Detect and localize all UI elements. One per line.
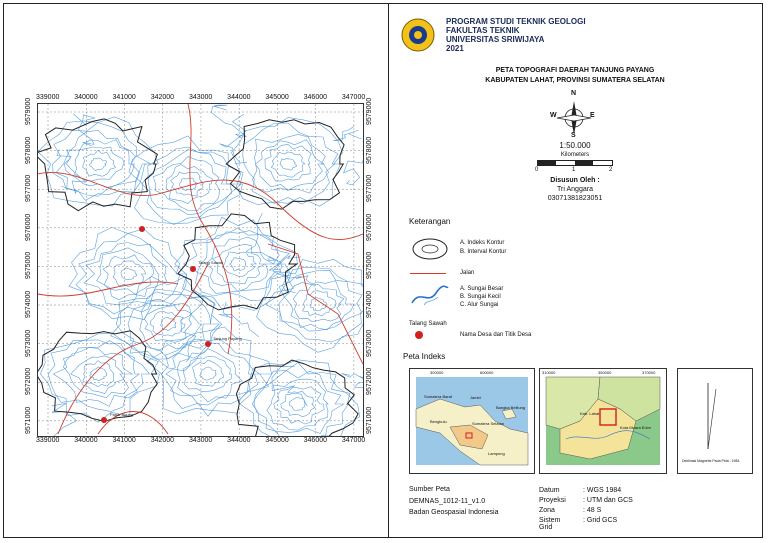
compass-west: W bbox=[550, 112, 557, 119]
y-tick-label: 9579000 bbox=[25, 97, 32, 125]
village-point[interactable] bbox=[139, 226, 145, 232]
x-tick-label: 339000 bbox=[36, 94, 60, 101]
legend-river-b: B. Sungai Kecil bbox=[460, 294, 501, 300]
y-tick-label: 9578000 bbox=[25, 136, 32, 164]
contour-line bbox=[161, 339, 259, 416]
compass-south: S bbox=[571, 132, 576, 139]
y-tick-label: 9572000 bbox=[25, 367, 32, 396]
legend-heading: Keterangan bbox=[409, 217, 451, 226]
legend-village-example: Talang Sawah bbox=[409, 321, 447, 327]
scale-bar bbox=[537, 160, 613, 166]
contour-line bbox=[255, 140, 324, 191]
x-tick-label: 339000 bbox=[36, 437, 60, 444]
index-contour-line bbox=[226, 120, 344, 209]
village-point[interactable] bbox=[190, 266, 196, 272]
contour-line bbox=[53, 341, 139, 407]
contour-line bbox=[252, 363, 350, 437]
panel-divider bbox=[388, 3, 389, 538]
inset2-xtick-0: 310000 bbox=[542, 370, 556, 375]
x-tick-label: 344000 bbox=[227, 437, 251, 444]
x-tick-label: 345000 bbox=[265, 437, 289, 444]
contour-line bbox=[84, 243, 167, 305]
stream-line bbox=[212, 105, 247, 138]
contour-line bbox=[83, 150, 116, 176]
village-point-icon bbox=[415, 331, 423, 339]
y-tick-label: 9573000 bbox=[25, 329, 32, 357]
topographic-map-canvas bbox=[38, 104, 363, 436]
contour-line bbox=[232, 117, 343, 206]
projection-value: : UTM dan GCS bbox=[583, 497, 633, 504]
x-tick-label: 340000 bbox=[74, 437, 98, 444]
header-line-2: FAKULTAS TEKNIK bbox=[446, 26, 520, 35]
inset1-label-jambi: Jambi bbox=[470, 395, 481, 400]
scale-tick-1: 1 bbox=[572, 167, 576, 173]
y-tick-label: 9571000 bbox=[366, 406, 373, 434]
x-tick-label: 341000 bbox=[112, 437, 136, 444]
x-tick-label: 345000 bbox=[265, 94, 289, 101]
source-agency: Badan Geospasial Indonesia bbox=[409, 509, 499, 516]
y-tick-label: 9576000 bbox=[366, 213, 373, 241]
y-tick-label: 9577000 bbox=[25, 174, 32, 203]
village-label: Talang Sawah bbox=[198, 260, 224, 265]
contour-line bbox=[171, 172, 204, 196]
inset2-label-muara-enim: Kota Muara Enim bbox=[620, 425, 651, 430]
index-map-sumatra[interactable] bbox=[409, 368, 535, 474]
declination-diagram bbox=[677, 368, 753, 474]
source-label: Sumber Peta bbox=[409, 486, 450, 493]
y-tick-label: 9577000 bbox=[366, 174, 373, 203]
legend-road: Jalan bbox=[460, 270, 475, 276]
projection-value: : WGS 1984 bbox=[583, 487, 622, 494]
contour-line bbox=[254, 371, 344, 434]
x-tick-label: 346000 bbox=[303, 94, 327, 101]
x-tick-label: 342000 bbox=[150, 94, 175, 101]
stream-line bbox=[269, 263, 315, 287]
inset2-xtick-1: 350000 bbox=[598, 370, 612, 375]
source-dataset: DEMNAS_1012-11_v1.0 bbox=[409, 498, 486, 505]
contour-legend-icon bbox=[410, 236, 450, 262]
contour-line bbox=[265, 144, 311, 181]
y-tick-label: 9574000 bbox=[25, 290, 32, 319]
scale-tick-0: 0 bbox=[535, 167, 539, 173]
stream-line bbox=[50, 403, 77, 436]
road-line bbox=[38, 282, 178, 296]
contour-line bbox=[289, 398, 305, 411]
inset1-xtick-0: 300000 bbox=[430, 370, 444, 375]
village-label: Tanjung Payang bbox=[213, 336, 242, 341]
map-title-line-1: PETA TOPOGRAFI DAERAH TANJUNG PAYANG bbox=[495, 67, 655, 74]
contour-line bbox=[271, 152, 304, 177]
contour-line bbox=[69, 227, 187, 319]
university-logo bbox=[400, 17, 436, 53]
contour-line bbox=[229, 258, 245, 271]
contour-line bbox=[267, 379, 328, 430]
index-map-lahat[interactable] bbox=[539, 368, 667, 474]
author-name: Tri Anggara bbox=[557, 186, 593, 193]
contour-line bbox=[150, 312, 185, 337]
contour-line bbox=[183, 356, 231, 391]
contour-line bbox=[75, 147, 125, 181]
inset1-xtick-1: 600000 bbox=[480, 370, 494, 375]
y-tick-label: 9572000 bbox=[366, 367, 373, 396]
contour-line bbox=[302, 291, 336, 316]
declination-text: Deklinasi Magnetis Pada Peta : 1984 bbox=[682, 459, 740, 463]
inset2-label-lahat: Kab. Lahat bbox=[580, 411, 600, 416]
scale-unit: Kilometers bbox=[560, 152, 590, 158]
topographic-map[interactable] bbox=[37, 103, 364, 437]
inset1-label-sumbar: Sumatera Barat bbox=[424, 394, 453, 399]
x-tick-label: 341000 bbox=[112, 94, 136, 101]
y-tick-label: 9574000 bbox=[366, 290, 373, 319]
author-label: Disusun Oleh : bbox=[550, 177, 600, 184]
y-tick-label: 9571000 bbox=[25, 406, 32, 434]
x-tick-label: 343000 bbox=[188, 94, 213, 101]
contour-line bbox=[40, 333, 159, 422]
inset1-label-lampung: Lampung bbox=[488, 451, 505, 456]
contour-line bbox=[279, 270, 362, 331]
x-tick-label: 340000 bbox=[74, 94, 98, 101]
scale-tick-2: 2 bbox=[609, 167, 613, 173]
contour-line bbox=[140, 299, 202, 351]
contour-line bbox=[280, 159, 297, 171]
stream-line bbox=[181, 297, 204, 363]
y-tick-label: 9573000 bbox=[366, 329, 373, 357]
contour-line bbox=[293, 284, 344, 321]
y-tick-label: 9576000 bbox=[25, 213, 32, 241]
compass-east: E bbox=[590, 112, 595, 119]
x-tick-label: 343000 bbox=[188, 437, 213, 444]
contour-line bbox=[121, 268, 137, 280]
y-tick-label: 9575000 bbox=[366, 252, 373, 280]
village-point[interactable] bbox=[101, 417, 107, 423]
x-tick-label: 344000 bbox=[227, 94, 251, 101]
legend-river-a: A. Sungai Besar bbox=[460, 286, 504, 292]
contour-line bbox=[281, 391, 315, 416]
legend-river-c: C. Alur Sungai bbox=[460, 302, 499, 308]
contour-line bbox=[97, 248, 159, 300]
y-tick-label: 9579000 bbox=[366, 97, 373, 125]
village-point[interactable] bbox=[205, 341, 211, 347]
author-nim: 03071381823051 bbox=[547, 195, 603, 202]
contour-line bbox=[166, 165, 212, 204]
compass-north: N bbox=[571, 90, 577, 97]
projection-value: : 48 S bbox=[583, 507, 602, 514]
contour-line bbox=[284, 281, 354, 330]
contour-line bbox=[200, 367, 217, 380]
projection-key: Datum bbox=[539, 487, 560, 494]
x-tick-label: 347000 bbox=[341, 94, 366, 101]
legend-village-desc: Nama Desa dan Titik Desa bbox=[460, 332, 532, 338]
x-tick-label: 347000 bbox=[341, 437, 366, 444]
contour-line bbox=[178, 349, 243, 402]
road-legend-icon bbox=[410, 273, 446, 274]
stream-line bbox=[344, 153, 363, 185]
inset2-xtick-2: 370000 bbox=[642, 370, 656, 375]
legend-contour-b: B. Interval Kontur bbox=[460, 249, 507, 255]
inset1-label-sumsel: Sumatera Selatan bbox=[472, 421, 505, 426]
x-tick-label: 346000 bbox=[303, 437, 327, 444]
contour-line bbox=[90, 158, 107, 171]
x-tick-label: 342000 bbox=[150, 437, 175, 444]
index-contour-line bbox=[38, 331, 157, 422]
index-map-heading: Peta Indeks bbox=[403, 352, 446, 361]
y-tick-label: 9578000 bbox=[366, 136, 373, 164]
header-line-1: PROGRAM STUDI TEKNIK GEOLOGI bbox=[446, 17, 586, 26]
stream-line bbox=[333, 126, 361, 141]
stream-line bbox=[57, 149, 86, 193]
village-label: Pagar Agung bbox=[110, 412, 134, 417]
projection-key: Sistem Grid bbox=[539, 517, 561, 531]
header-line-3: UNIVERSITAS SRIWIJAYA bbox=[446, 35, 545, 44]
projection-value: : Grid GCS bbox=[583, 517, 618, 524]
inset1-label-bengkulu: Bengkulu bbox=[430, 419, 447, 424]
y-tick-label: 9575000 bbox=[25, 252, 32, 280]
contour-line bbox=[83, 361, 114, 387]
header-line-4: 2021 bbox=[446, 44, 464, 53]
map-title-line-2: KABUPATEN LAHAT, PROVINSI SUMATERA SELATAN bbox=[485, 77, 665, 84]
contour-line bbox=[310, 297, 327, 310]
river-legend-icon bbox=[410, 285, 450, 307]
scale-ratio: 1:50.000 bbox=[559, 141, 591, 150]
projection-key: Zona bbox=[539, 507, 555, 514]
contour-line bbox=[48, 340, 149, 412]
projection-key: Proyeksi bbox=[539, 497, 566, 504]
inset1-label-babel: Bangka Belitung bbox=[496, 405, 526, 410]
legend-contour-a: A. Indeks Kontur bbox=[460, 240, 505, 246]
